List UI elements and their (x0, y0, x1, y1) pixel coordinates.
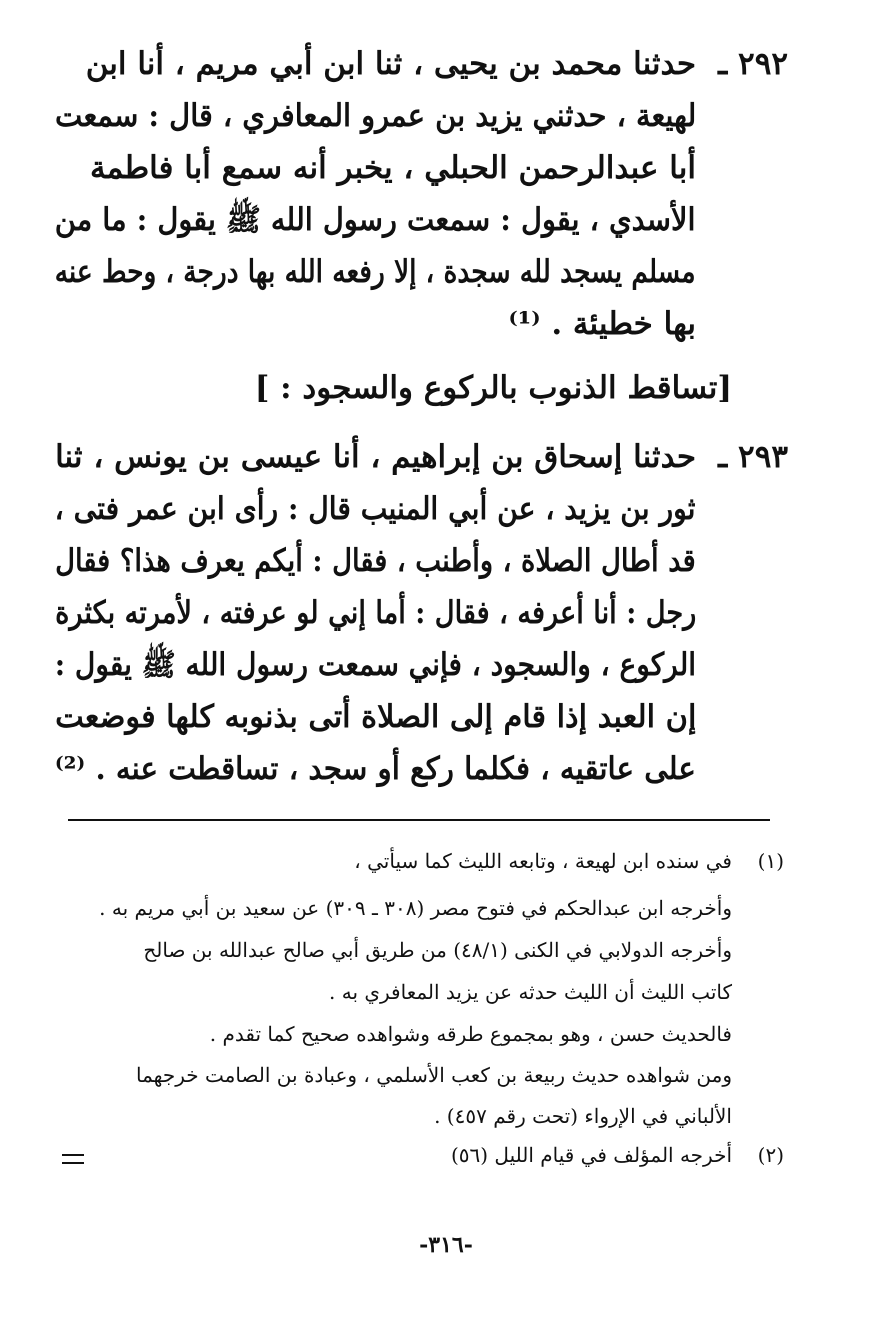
hadith-292-line-5: مسلم يسجد لله سجدة ، إلا رفعه الله بها درجة ، وحط عنه (55, 254, 696, 290)
footnote-2-marker: (٢) (757, 1143, 784, 1167)
hadith-293-line-1: حدثنا إسحاق بن إبراهيم ، أنا عيسى بن يونس ، ثنا (55, 439, 696, 475)
hadith-292-line-3: أبا عبدالرحمن الحبلي ، يخبر أنه سمع أبا فاطمة (89, 150, 696, 186)
page-number: -٣١٦- (419, 1232, 473, 1258)
footnote-2-text: أخرجه المؤلف في قيام الليل (٥٦) (450, 1143, 732, 1167)
footnote-1-line-1: في سنده ابن لهيعة ، وتابعه الليث كما سيأتي ، (354, 849, 732, 873)
footnote-1-line-3: وأخرجه الدولابي في الكنى (٤٨/١) من طريق أبي صالح عبدالله بن صالح (143, 938, 732, 962)
footnote-1-line-5: فالحديث حسن ، وهو بمجموع طرقه وشواهده صحيح كما تقدم . (209, 1022, 732, 1046)
footnote-1-line-6: ومن شواهده حديث ربيعة بن كعب الأسلمي ، وعبادة بن الصامت خرجهما (136, 1063, 732, 1087)
hadith-292-line-2: لهيعة ، حدثني يزيد بن عمرو المعافري ، قال : سمعت (54, 98, 696, 134)
hadith-293-line-2: ثور بن يزيد ، عن أبي المنيب قال : رأى ابن عمر فتى ، (55, 491, 696, 527)
footnote-divider (68, 819, 770, 821)
hadith-293-line-4: رجل : أنا أعرفه ، فقال : أما إني لو عرفته ، لأمرته بكثرة (54, 595, 696, 631)
hadith-292-line-6: بها خطيئة . ⁽¹⁾ (508, 306, 696, 342)
hadith-293-line-6: إن العبد إذا قام إلى الصلاة أتى بذنوبه كلها فوضعت (54, 699, 696, 735)
footnote-1-marker: (١) (757, 849, 784, 873)
continuation-mark (62, 1154, 84, 1170)
hadith-292-line-1: حدثنا محمد بن يحيى ، ثنا ابن أبي مريم ، أنا ابن (85, 46, 696, 82)
footnote-1-line-7: الألباني في الإرواء (تحت رقم ٤٥٧) . (434, 1104, 732, 1128)
section-heading: [تساقط الذنوب بالركوع والسجود : ] (254, 370, 732, 406)
hadith-292-line-4: الأسدي ، يقول : سمعت رسول الله ﷺ يقول : ما من (55, 202, 696, 238)
hadith-293-line-5: الركوع ، والسجود ، فإني سمعت رسول الله ﷺ يقول : (54, 647, 696, 683)
hadith-293-number: ٢٩٣ ـ (718, 439, 788, 475)
hadith-293-line-3: قد أطال الصلاة ، وأطنب ، فقال : أيكم يعرف هذا؟ فقال (55, 543, 696, 579)
hadith-292-number: ٢٩٢ ـ (718, 46, 788, 82)
footnote-1-line-2: وأخرجه ابن عبدالحكم في فتوح مصر (٣٠٨ ـ ٣٠٩) عن سعيد بن أبي مريم به . (99, 896, 732, 920)
footnote-1-line-4: كاتب الليث أن الليث حدثه عن يزيد المعافري به . (329, 980, 732, 1004)
hadith-293-line-7: على عاتقيه ، فكلما ركع أو سجد ، تساقطت عنه . ⁽²⁾ (54, 751, 696, 787)
